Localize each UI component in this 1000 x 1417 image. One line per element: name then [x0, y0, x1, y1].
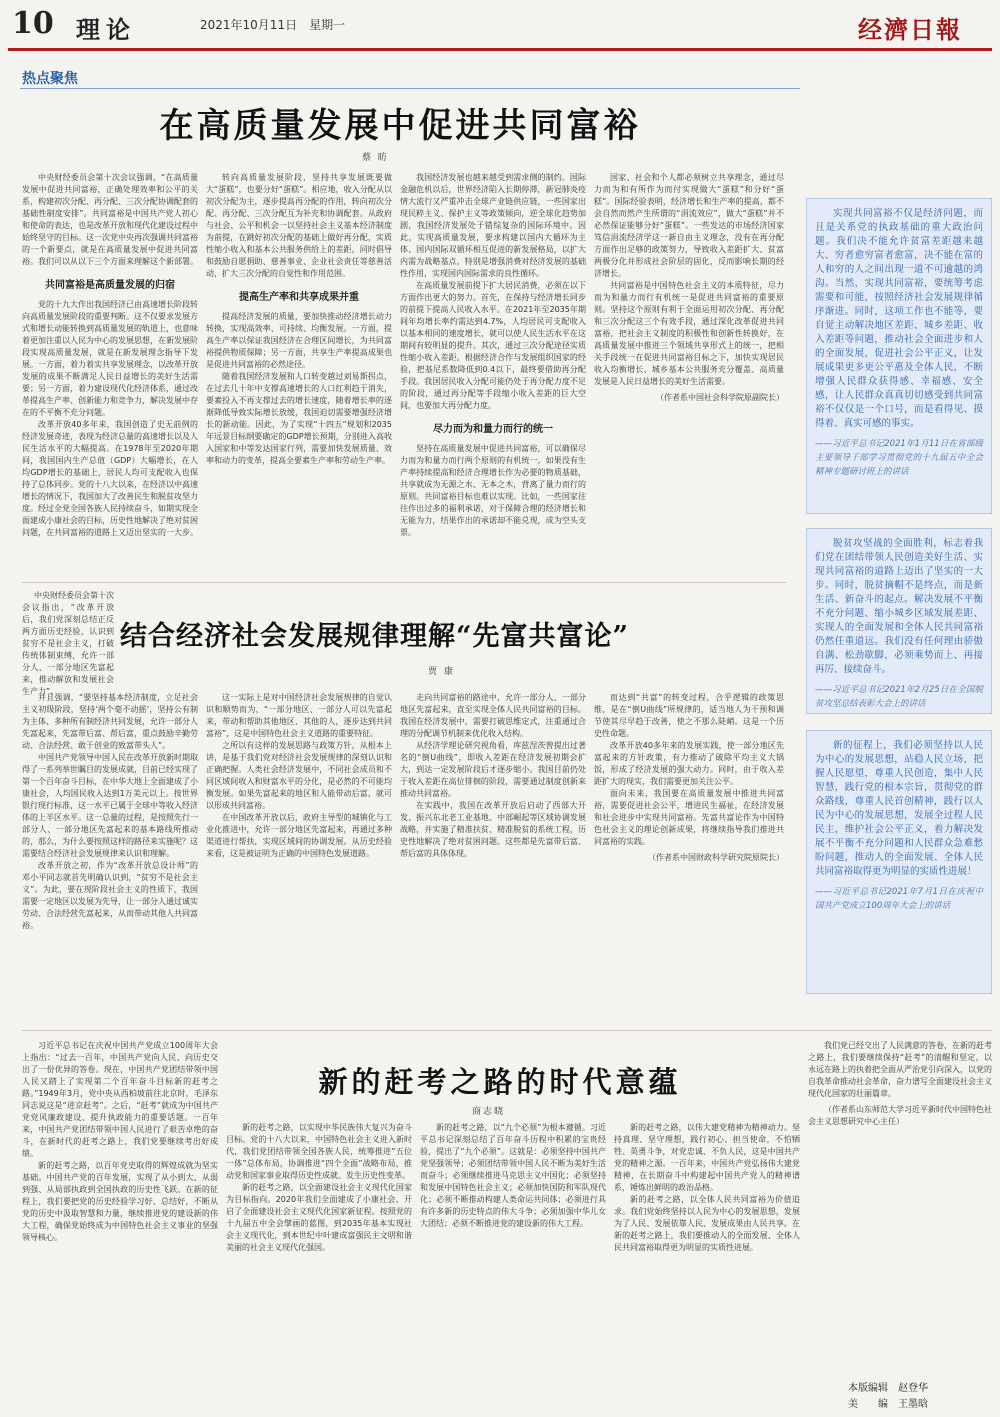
- article2-col-4: [594, 692, 784, 1022]
- section-divider: [22, 582, 786, 583]
- article3-paragraph: 习近平总书记在庆祝中国共产党成立100周年大会上指出：“过去一百年，中国共产党向人民、向历史交出了一份优异的答卷。现在，中国共产党团结带领中国人民又踏上了实现第二个百年奋斗目标新的赶考之路。”1949年3月，党中央从西柏坡前往北京时，毛泽东同志说这是“进京赶考”。之后，“赶考”就成为中国共产党党风廉政建设、提升执政能力的重要话题。一百年来，中国共产党团结带领中国人民进行了艰苦卓绝的奋斗，在新时代的赶考之路上，我们党要继续考出好成绩。: [22, 1041, 218, 1158]
- quote-box-3: [806, 730, 992, 994]
- quote-source: ——习近平总书记2021年1月11日在省部级主要领导干部学习贯彻党的十九届五中全会精神专题研讨班上的讲话: [815, 439, 983, 477]
- article2-author: 贾 康: [428, 667, 455, 677]
- article2-paragraph: 中国共产党领导中国人民在改革开放新时期取得了一系列举世瞩目的发展成就，目前已经实现了第一个百年奋斗目标，在中华大地上全面建成了小康社会，人均国民收入达到1万美元以上。按世界银行现行标准，这一水平已属于全球中等收入经济体的上半区水平。这一总量的过程，是按照先行一部分人、一部分地区先富起来的基本路线所推动的，那么，为什么要按照这样的路径来实施呢？这需要结合经济社会发展规律来认识和理解。: [22, 753, 198, 858]
- article2-col-3: [400, 692, 586, 1022]
- section-title: 理论: [76, 15, 136, 44]
- quote-text: 脱贫攻坚战的全面胜利，标志着我们党在团结带领人民创造美好生活、实现共同富裕的道路上迈出了坚实的一大步。同时，脱贫摘帽不是终点，而是新生活、新奋斗的起点。解决发展不平衡不充分问题、缩小城乡区域发展差距、实现人的全面发展和全体人民共同富裕仍然任重道远。我们没有任何理由骄傲自满、松劲歇脚，必须乘势而上、再接再厉、接续奋斗。: [815, 538, 983, 675]
- article1-paragraph: 我国经济发展也越来越受到需求侧的制约。国际金融危机以后，世界经济陷入长期停滞，新冠肺炎疫情大流行又严重冲击全球产业链供应链，一些国家出现民粹主义、保护主义等政策倾向，逆全球化趋势加剧，我国经济发展处于错综复杂的国际环境中。因此，实现高质量发展，要求构建以国内大循环为主体、国内国际双循环相互促进的新发展格局，以扩大内需为战略基点，特别是增强消费对经济发展的基础性作用，实现国内国际需求的良性循环。: [400, 173, 586, 278]
- article2-author-note: （作者系中国财政科学研究院原院长）: [648, 853, 784, 862]
- article1-subhead: 提高生产率和共享成果并重: [239, 292, 359, 303]
- article3-paragraph: 新的赶考之路，以百年党史取得的辉煌成就为坚实基础。中国共产党的百年发展，实现了从小到大、从弱到强、从局部执政到全国执政的历史性飞跃。在新的征程上，我们要把党的历史经验学习好、总结好，不断从党的历史中汲取智慧和力量，继续推进党的建设新的伟大工程，确保党始终成为中国特色社会主义事业的坚强领导核心。: [22, 1161, 218, 1242]
- article1-paragraph: 国家、社会和个人都必须树立共享理念，通过尽力而为和有所作为而付实现做大“蛋糕”和分好“蛋糕”。国际经验表明，经济增长和生产率的提高，都不会自然而然产生所谓的“涓流效应”，做大“蛋糕”并不必然保证能够分好“蛋糕”。一些发达的市场经济国家笃信涓流经济学这一新自由主义理念，没有在再分配方面作出足够的政策努力，导致收入差距扩大、贫富两极分化并形成社会阶层的固化，反而影响长期的经济增长。: [594, 173, 784, 278]
- quote-text: 新的征程上，我们必须坚持以人民为中心的发展思想，站稳人民立场，把握人民愿望，尊重人民创造，集中人民智慧，践行党的根本宗旨，贯彻党的群众路线，尊重人民首创精神，践行以人民为中心的发展思想，发展全过程人民民主，维护社会公平正义，着力解决发展不平衡不充分问题和人民群众急难愁盼问题，推动人的全面发展、全体人民共同富裕取得更为明显的实质性进展！: [815, 740, 983, 877]
- article3-paragraph: 新的赶考之路，以全体人民共同富裕为价值追求。我们党始终坚持以人民为中心的发展思想，发展为了人民、发展依靠人民、发展成果由人民共享。在新的赶考之路上，我们要推动人的全面发展、全体人民共同富裕取得更为明显的实质性进展。: [614, 1195, 800, 1252]
- article1-paragraph: 中央财经委员会第十次会议强调，“在高质量发展中促进共同富裕，正确处理效率和公平的关系，构建初次分配、再分配、三次分配协调配套的基础性制度安排”。共同富裕是中国共产党人初心和使命的表达，也是改革开放和现代化建设过程中始终坚守的目标。这一次党中央再次强调共同富裕的一个新要点，就是在高质量发展中促进共同富裕。我们可以从以下三个方面来理解这个新部署。: [22, 173, 198, 266]
- quote-source: ——习近平总书记2021年7月1日在庆祝中国共产党成立100周年大会上的讲话: [815, 887, 983, 911]
- section-divider: [22, 1030, 992, 1031]
- article2-paragraph: 在实践中，我国在改革开放后启动了西部大开发、振兴东北老工业基地、中部崛起等区域协调发展战略，并实施了精准扶贫、精准脱贫的系统工程，历史性地解决了绝对贫困问题。这些都是先富带后富、帮后富的具体体现。: [400, 801, 586, 858]
- quote-source: ——习近平总书记2021年2月25日在全国脱贫攻坚总结表彰大会上的讲话: [815, 685, 983, 709]
- article2-paragraph: 改革开放之初，作为“改革开放总设计师”的邓小平同志就首先明确认识到，“贫穷不是社会主义”。为此，要在现阶段社会主义的性质下，我国需要一定地区以发展为先导，让一部分人通过诚实劳动、合法经营先富起来，从而带动其他人共同富裕。: [22, 861, 198, 930]
- topic-tag-underline: [20, 88, 800, 89]
- article1-paragraph: 在高质量发展前提下扩大居民消费，必须在以下方面作出更大的努力。首先，在保持与经济增长同步的前提下提高人民收入水平。在2021年至2035年期间年均增长率约需达到4.7%，人均居民可支配收入以基本相同的速度增长，就可以使人民生活水平在这期间有较明显的提升。其次，通过三次分配途径实质性缩小收入差距。根据经济合作与发展组织国家的经验，把基尼系数降低到0.4以下，最终要借助再分配手段。我国居民收入分配可能仍处于再分配力度不足的阶段，通过再分配等手段缩小收入差距的巨大空间，也要加大再分配力度。: [400, 281, 586, 410]
- article3-col-2: [226, 1122, 412, 1410]
- article1-author: 蔡 昉: [362, 153, 389, 163]
- article1-subhead: 尽力而为和量力而行的统一: [433, 424, 553, 435]
- article2-lead: 中央财经委员会第十次会议指出，“改革开放后，我们党深刻总结正反两方面历史经验，认识到贫穷不是社会主义，打破传统体制束缚，允许一部分人、一部分地区先富起来，推动解放和发展社会生产力”。: [22, 591, 114, 696]
- page-editor: 本版编辑 赵登华: [848, 1383, 928, 1394]
- quote-text: 实现共同富裕不仅是经济问题，而且是关系党的执政基础的重大政治问题。我们决不能允许贫富差距越来越大、穷者愈穷富者愈富，决不能在富的人和穷的人之间出现一道不可逾越的鸿沟。当然，实现共同富裕，要统筹考虑需要和可能，按照经济社会发展规律循序渐进。同时，这项工作也不能等，要自觉主动解决地区差距、城乡差距、收入差距等问题，推动社会全面进步和人的全面发展，促进社会公平正义，让发展成果更多更公平惠及全体人民，不断增强人民群众获得感、幸福感、安全感，让人民群众真真切切感受到共同富裕不仅仅是一个口号，而是看得见、摸得着、真实可感的事实。: [815, 208, 983, 429]
- art-editor: 美 编 王墨晗: [848, 1399, 928, 1410]
- article1-col-2: [206, 172, 392, 574]
- article1-paragraph: 提高经济发展的质量，要加快推动经济增长动力转换，实现高效率、可持续、均衡发展。一方面，提高生产率以保证我国经济在合理区间增长，为共同富裕提供物质保障；另一方面，共享生产率提高成果也是促进共同富裕的必然途径。: [206, 312, 392, 369]
- article1-paragraph: 共同富裕是中国特色社会主义的本质特征，尽力而为和量力而行有机统一是促进共同富裕的重要原则。坚持这个原则有利于全面运用初次分配、再分配和三次分配这三个有效手段，通过深化改革促进共同富裕，把社会主义制度的积极性和创新性转换好，在高质量发展中推进三个领域共享形式上的统一，把相关手段统一在促进共同富裕目标之下，加快实现居民收入均衡增长、城乡基本公共服务充分覆盖、高质量发展是人民日益增长的美好生活需要。: [594, 281, 784, 386]
- article1-paragraph: 改革开放40多年来，我国创造了史无前例的经济发展奇迹，表现为经济总量的高速增长以及人民生活水平的大幅提高。在1978年至2020年期间，我国国内生产总值（GDP）大幅增长，在人均GDP增长的基础上，居民人均可支配收入也保持了总体同步。党的十八大以来，在经济以中高速增长的情况下，我国加大了改善民生和脱贫攻坚力度。经过全党全国各族人民持续奋斗，如期实现全面建成小康社会的目标，历史性地解决了绝对贫困问题，在共同富裕的道路上又迈出坚实的一大步。: [22, 420, 198, 537]
- article1-paragraph: 转向高质量发展阶段，坚持共享发展既要做大“蛋糕”，也要分好“蛋糕”。相应地，收入分配从以初次分配为主，逐步提高再分配的作用，转向初次分配、再分配、三次分配互为补充和协调配套。从政府与社会、公平和机会一以坚持社会主义基本经济制度为前提，在跳好初次分配的基础上做好再分配，实质性缩小收入和基本公共服务供给上的差距，同时倡导和鼓励自愿捐助、慈善事业、企业社会责任等慈善活动，扩大三次分配的自觉性和作用范围。: [206, 173, 392, 278]
- topic-tag: 热点聚焦: [22, 71, 78, 87]
- quote-box-2: [806, 528, 992, 714]
- article2-col-1: [22, 692, 198, 1022]
- article2-paragraph: 而达到“共富”的转变过程，合乎逻辑的政策思维，是在“倒U曲线”所规律的，适当地人为干预和调节使其尽早趋于改善，使之不那么陡峭。这是一个历史性命题。: [594, 693, 784, 738]
- article3-col-3: [420, 1122, 606, 1410]
- article2-paragraph: 从经济学理论研究视角看，库兹涅茨曾提出过著名的“倒U曲线”，即收入差距在经济发展初期会扩大，到达一定发展阶段后才逐步缩小。我国目前仍处于收入差距在高位徘徊的阶段，需要通过制度创新来推动共同富裕。: [400, 741, 586, 798]
- article2-paragraph: 走向共同富裕的路途中，允许一部分人、一部分地区先富起来，直至实现全体人民共同富裕的目标。我国在经济发展中，需要打破思维定式，注重通过合理的分配调节机制来优化收入结构。: [400, 693, 586, 738]
- article1-col-3: [400, 172, 586, 574]
- article2-paragraph: 这一实际上是对中国经济社会发展规律的自觉认识和顺势而为，“一部分地区、一部分人可以先富起来，带动和帮助其他地区、其他的人，逐步达到共同富裕”，这是中国特色社会主义道路的重要特征。: [206, 693, 392, 738]
- article2-title: 结合经济社会发展规律理解“先富共富论”: [120, 621, 630, 652]
- article1-paragraph: 党的十九大作出我国经济已由高速增长阶段转向高质量发展阶段的重要判断。这不仅要求发展方式和增长动能转换到高质量发展的轨道上，也意味着更加注重以人民为中心的发展思想，在新发展阶段实现高质量发展，就是在新发展理念指导下发展。一方面，着力着实共享发展理念，以改革开放发展的成果不断满足人民日益增长的美好生活需要；另一方面，着力建设现代化经济体系，通过改革提高生产率、创新能力和竞争力，解决发展中存在的不平衡不充分问题。: [22, 300, 198, 417]
- article3-paragraph: 新的赶考之路，以全面建设社会主义现代化国家为目标指向。2020年我们全面建成了小康社会，开启了全面建设社会主义现代化国家新征程。按照党的十九届五中全会擘画的蓝图，到2035年基本实现社会主义现代化，到本世纪中叶建成富强民主文明和谐美丽的社会主义现代化强国。: [226, 1183, 412, 1252]
- article2-col-2: [206, 692, 392, 1022]
- article1-title: 在高质量发展中促进共同富裕: [159, 106, 641, 146]
- article1-col-1: [22, 172, 198, 574]
- article2-paragraph: 并且强调，“要坚持基本经济制度，立足社会主义初级阶段，坚持‘两个毫不动摇’，坚持公有制为主体、多种所有制经济共同发展，允许一部分人先富起来，先富带后富、帮后富，重点鼓励辛勤劳动、合法经营、敢于创业的致富带头人”。: [22, 693, 198, 750]
- article3-paragraph: 新的赶考之路，以实现中华民族伟大复兴为奋斗目标。党的十八大以来，中国特色社会主义进入新时代，我们党团结带领全国各族人民，统筹推进“五位一体”总体布局，协调推进“四个全面”战略布局，推动党和国家事业取得历史性成就、发生历史性变革。: [226, 1123, 412, 1180]
- article3-paragraph: 新的赶考之路，以“九个必须”为根本遵循。习近平总书记深刻总结了百年奋斗历程中积累的宝贵经验，提出了“九个必须”。这就是：必须坚持中国共产党坚强领导；必须团结带领中国人民不断为美好生活而奋斗；必须继续推进马克思主义中国化；必须坚持和发展中国特色社会主义；必须加快国防和军队现代化；必须不断推动构建人类命运共同体；必须进行具有许多新的历史特点的伟大斗争；必须加强中华儿女大团结；必须不断推进党的建设新的伟大工程。: [420, 1123, 606, 1228]
- article1-subhead: 共同富裕是高质量发展的归宿: [45, 280, 175, 291]
- page-number: 10: [12, 6, 54, 41]
- article3-paragraph: 我们党已经交出了人民满意的答卷，在新的赶考之路上，我们要继续保持“赶考”的清醒和坚定，以永远在路上的执着把全面从严治党引向深入，以党的自我革命推动社会革命，奋力谱写全面建设社会主义现代化国家的壮丽篇章。: [808, 1041, 992, 1098]
- header-rule: [8, 48, 992, 51]
- article3-author: 商志晓: [472, 1107, 506, 1117]
- article3-title: 新的赶考之路的时代意蕴: [318, 1065, 682, 1099]
- article1-paragraph: 随着我国经济发展和人口转变越过刘易斯拐点，在过去几十年中支撑高速增长的人口红利趋于消失，要素投入不再支撑过去的增长速度，随着增长率的逐渐降低导致实际增长放缓，我国迫切需要增强经济增长的新动能。因此，为了实现“十四五”规划和2035年远景目标纲要确定的GDP增长预期，分别进入高收入国家和中等发达国家行列，需要加快发展质量、效率和动力的变革，提高全要素生产率和劳动生产率。: [206, 372, 392, 465]
- article3-col-5: [808, 1040, 992, 1374]
- newspaper-logo: 经濟日報: [858, 15, 962, 44]
- issue-date: 2021年10月11日 星期一: [200, 18, 346, 32]
- article1-author-note: （作者系中国社会科学院原副院长）: [656, 393, 784, 402]
- article3-paragraph: 新的赶考之路，以伟大建党精神为精神动力。坚持真理、坚守理想，践行初心、担当使命，不怕牺牲、英勇斗争，对党忠诚、不负人民，这是中国共产党的精神之源。一百年来，中国共产党弘扬伟大建党精神，在长期奋斗中构建起中国共产党人的精神谱系，锤炼出鲜明的政治品格。: [614, 1123, 800, 1192]
- article2-paragraph: 面向未来，我国要在高质量发展中推进共同富裕，需要促进社会公平，增进民生福祉，在经济发展和社会进步中实现共同富裕。先富共富论作为中国特色社会主义的理论创新成果，将继续指导我们推进共同富裕的实践。: [594, 789, 784, 846]
- article1-paragraph: 坚持在高质量发展中促进共同富裕，可以确保尽力而为和量力而行两个原则的有机统一。如果没有生产率持续提高和经济合理增长作为必要的物质基础，共享就成为无源之水、无本之木，背离了量力而行的原则。共同富裕目标也难以实现。比如，一些国家往往作出过多的福利承诺，对于保障合理的经济增长和无能为力，结果作出的承诺却不能兑现，成为空头支票。: [400, 444, 586, 537]
- article3-author-note: （作者系山东师范大学习近平新时代中国特色社会主义思想研究中心主任）: [808, 1105, 992, 1126]
- article1-col-4: [594, 172, 784, 574]
- quote-box-1: [806, 198, 992, 514]
- article3-col-4: [614, 1122, 800, 1410]
- article2-paragraph: 改革开放40多年来的发展实践，使一部分地区先富起来的方针政策，有力推动了破除平均主义大锅饭，形成了经济发展的强大动力。同时，由于收入差距扩大的现实，我们需要更加关注公平。: [594, 741, 784, 786]
- article2-paragraph: 之所以有这样的发展思路与政策方针，从根本上讲，是基于我们党对经济社会发展规律的深刻认识和正确把握。人类社会经济发展中，不同社会成员和不同区域间收入和财富水平的分化，是必然的不可能均衡发展。如果先富起来的地区和人能带动后富，就可以形成共同富裕。: [206, 741, 392, 810]
- article2-paragraph: 在中国改革开放以后，政府主导型的城镇化与工业化推进中，允许一部分地区先富起来，再通过多种渠道进行帮扶，实现区域间的协调发展。从历史经验来看，这是被证明为正确的中国特色发展道路。: [206, 813, 392, 858]
